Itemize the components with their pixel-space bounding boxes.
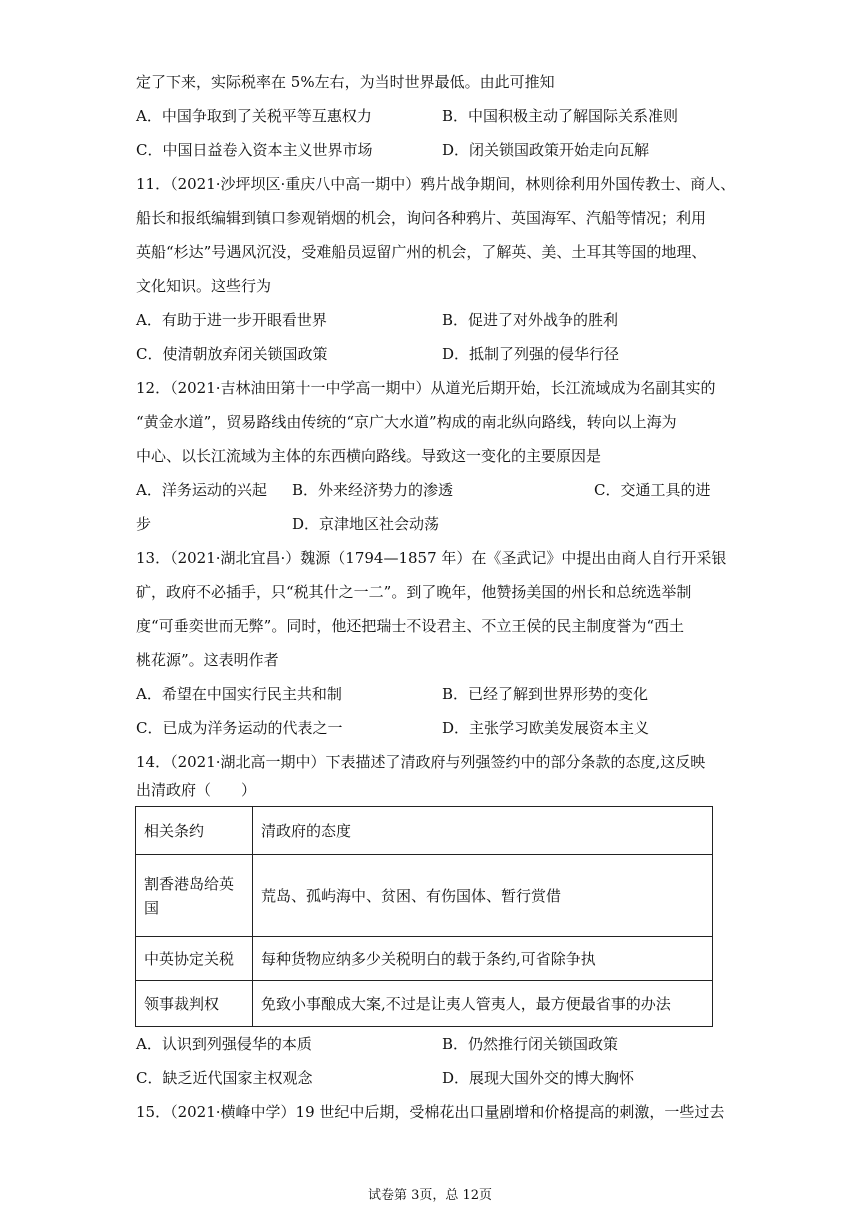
option-d: D．展现大国外交的博大胸怀: [442, 1069, 635, 1087]
table-row: [136, 855, 713, 937]
option-b: B．促进了对外战争的胜利: [442, 311, 619, 329]
table-row: [136, 937, 713, 981]
table-cell: 荒岛、孤屿海中、贫困、有伤国体、暂行赏借: [253, 855, 713, 937]
question-12-line-2: “黄金水道”，贸易路线由传统的“京广大水道”构成的南北纵向路线，转向以上海为: [136, 413, 677, 431]
option-c: C．交通工具的进: [594, 481, 711, 499]
option-c: C．已成为洋务运动的代表之一: [136, 719, 343, 737]
question-12-line-1: 12．（2021·吉林油田第十一中学高一期中）从道光后期开始，长江流域成为名副其实的: [136, 379, 716, 397]
table-row: [136, 981, 713, 1027]
question-13-line-3: 度“可垂奕世而无弊”。同时，他还把瑞士不设君主、不立王侯的民主制度誉为“西土: [136, 617, 685, 635]
option-a: A．洋务运动的兴起: [136, 481, 267, 499]
option-d: D．京津地区社会动荡: [292, 515, 440, 533]
table-header-row: [136, 807, 713, 855]
option-a: A．认识到列强侵华的本质: [136, 1035, 312, 1053]
question-12-line-3: 中心、以长江流域为主体的东西横向路线。导致这一变化的主要原因是: [136, 447, 602, 465]
option-a: A．希望在中国实行民主共和制: [136, 685, 342, 703]
option-c-continued: 步: [136, 515, 152, 533]
question-text-line: 定了下来，实际税率在 5%左右，为当时世界最低。由此可推知: [136, 73, 555, 91]
question-11-line-2: 船长和报纸编辑到镇口参观销烟的机会，询问各种鸦片、英国海军、汽船等情况；利用: [136, 209, 707, 227]
option-c: C．缺乏近代国家主权观念: [136, 1069, 313, 1087]
table-cell: 割香港岛给英国: [136, 855, 253, 937]
option-b: B．外来经济势力的渗透: [292, 481, 454, 499]
option-c: C．中国日益卷入资本主义世界市场: [136, 141, 373, 159]
table-header-cell: 相关条约: [136, 807, 253, 855]
table-cell: 领事裁判权: [136, 981, 253, 1027]
option-a: A．有助于进一步开眼看世界: [136, 311, 327, 329]
question-14-line-1: 14．（2021·湖北高一期中）下表描述了清政府与列强签约中的部分条款的态度,这反映: [136, 753, 706, 771]
treaty-attitude-table: [135, 806, 713, 1027]
option-c: C．使清朝放弃闭关锁国政策: [136, 345, 328, 363]
question-11-line-1: 11．（2021·沙坪坝区·重庆八中高一期中）鸦片战争期间，林则徐利用外国传教士、商人、: [136, 175, 736, 193]
option-a: A．中国争取到了关税平等互惠权力: [136, 107, 372, 125]
option-b: B．中国积极主动了解国际关系准则: [442, 107, 679, 125]
question-13-line-2: 矿，政府不必插手，只“税其什之一二”。到了晚年，他赞扬美国的州长和总统选举制: [136, 583, 692, 601]
option-b: B．仍然推行闭关锁国政策: [442, 1035, 619, 1053]
table-cell: 每种货物应纳多少关税明白的载于条约,可省除争执: [253, 937, 713, 981]
table-cell: 中英协定关税: [136, 937, 253, 981]
option-b: B．已经了解到世界形势的变化: [442, 685, 649, 703]
question-13-line-4: 桃花源”。这表明作者: [136, 651, 279, 669]
page-footer: 试卷第 3页，总 12页: [367, 1188, 493, 1203]
option-d: D．闭关锁国政策开始走向瓦解: [442, 141, 650, 159]
option-d: D．抵制了列强的侵华行径: [442, 345, 620, 363]
table-cell: 免致小事酿成大案,不过是让夷人管夷人，最方便最省事的办法: [253, 981, 713, 1027]
question-11-line-3: 英船“杉达”号遇风沉没，受难船员逗留广州的机会，了解英、美、土耳其等国的地理、: [136, 243, 707, 261]
question-13-line-1: 13．（2021·湖北宜昌·）魏源（1794—1857 年）在《圣武记》中提出由商人自行开采银: [136, 549, 727, 567]
question-11-line-4: 文化知识。这些行为: [136, 277, 272, 295]
question-15-line-1: 15．（2021·横峰中学）19 世纪中后期，受棉花出口量剧增和价格提高的刺激，一些过去: [136, 1103, 725, 1121]
question-14-line-2: 出清政府（ ）: [136, 781, 257, 799]
table-header-cell: 清政府的态度: [253, 807, 713, 855]
option-d: D．主张学习欧美发展资本主义: [442, 719, 650, 737]
